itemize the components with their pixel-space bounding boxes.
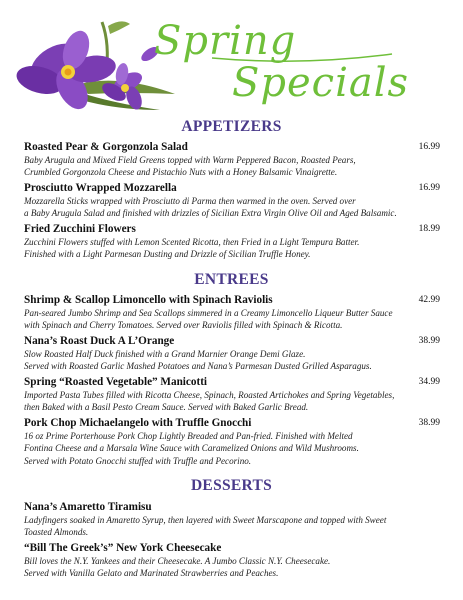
menu-item [24,375,440,414]
menu-item-price: 34.99 [418,377,440,387]
description-line: Toasted Almonds. [24,527,89,538]
menu-item-name: “Bill The Greek’s” New York Cheesecake [24,542,222,554]
section-title: DESSERTS [190,477,273,494]
menu-item-name: Prosciutto Wrapped Mozzarella [24,182,177,194]
menu-item-description [24,236,440,261]
menu-item-name: Spring “Roasted Vegetable” Manicotti [24,376,208,388]
menu-item-name: Fried Zucchini Flowers [24,223,136,235]
description-line: Crumbled Gorgonzola Cheese and Pistachio Nuts with a Honey Balsamic Vinaigrette. [24,167,338,178]
menu-item [24,293,440,332]
description-line: Slow Roasted Half Duck finished with a Grand Marnier Orange Demi Glaze. [24,349,306,359]
menu-item-description [24,389,440,414]
title-word-specials: Specials [232,60,410,106]
menu-item [24,334,440,373]
menu-item-price: 16.99 [418,183,440,193]
description-line: then Baked with a Basil Pesto Cream Sauce. Served with Baked Garlic Bread. [24,402,309,413]
menu-item-price: 18.99 [418,224,440,234]
menu-item-description [24,514,440,539]
menu-item [24,541,440,580]
menu-item-description [24,348,440,373]
title-word-spring: Spring [154,18,297,64]
description-line: Imported Pasta Tubes filled with Ricotta Cheese, Spinach, Roasted Artichokes and Spring Vegetables, [24,390,395,400]
menu-item-description [24,555,440,580]
menu-item-name: Nana’s Amaretto Tiramisu [24,501,152,513]
description-line: Served with Vanilla Gelato and Marinated Strawberries and Peaches. [24,568,279,579]
section-title: ENTREES [194,271,269,288]
description-line: Finished with a Light Parmesan Dusting and Drizzle of Sicilian Truffle Honey. [24,249,311,260]
menu-item [24,140,440,179]
menu-item [24,222,440,261]
description-line: Zucchini Flowers stuffed with Lemon Scented Ricotta, then Fried in a Light Tempura Batter. [24,237,360,247]
description-line: Baby Arugula and Mixed Field Greens topped with Warm Peppered Bacon, Roasted Pears, [24,155,356,165]
menu-item-price: 16.99 [418,142,440,152]
menu-item-description [24,307,440,332]
description-line: Served with Potato Gnocchi stuffed with Truffle and Pecorino. [24,455,252,466]
description-line: with Spinach and Cherry Tomatoes. Served over Raviolis filled with Spinach & Ricotta. [24,320,343,331]
menu-item [24,181,440,220]
menu-item-name: Shrimp & Scallop Limoncello with Spinach Raviolis [24,294,273,306]
description-line: 16 oz Prime Porterhouse Pork Chop Lightly Breaded and Pan-fried. Finished with Melted [24,431,353,441]
menu-item-name: Pork Chop Michaelangelo with Truffle Gnocchi [24,417,252,429]
description-line: Pan-seared Jumbo Shrimp and Sea Scallops simmered in a Creamy Limoncello Liqueur Butter Sauce [24,308,393,318]
menu-item-name: Roasted Pear & Gorgonzola Salad [24,141,188,153]
menu-item-description [24,195,440,220]
menu-item-price: 38.99 [418,418,440,428]
menu-item-description [24,154,440,179]
page-title [152,14,452,110]
menu-item [24,416,440,467]
menu-item-price: 42.99 [418,295,440,305]
menu-item-name: Nana’s Roast Duck A L’Orange [24,335,175,347]
description-line: Fontina Cheese and a Marsala Wine Sauce with Caramelized Onions and Wild Mushrooms. [24,443,359,454]
menu-item-description [24,430,440,467]
menu-item-price: 38.99 [418,336,440,346]
description-line: Mozzarella Sticks wrapped with Prosciutto di Parma then warmed in the oven. Served over [24,196,356,206]
description-line: Served with Roasted Garlic Mashed Potatoes and Nana’s Parmesan Dusted Grilled Asparagus. [24,361,372,372]
description-line: Ladyfingers soaked in Amaretto Syrup, then layered with Sweet Marscapone and topped with Sweet [24,515,387,525]
description-line: Bill loves the N.Y. Yankees and their Cheesecake. A Jumbo Classic N.Y. Cheesecake. [24,556,331,566]
menu-item [24,500,440,539]
description-line: a Baby Arugula Salad and finished with drizzles of Sicilian Extra Virgin Olive Oil and Aged Balsamic. [24,208,397,219]
section-title: APPETIZERS [181,118,282,135]
